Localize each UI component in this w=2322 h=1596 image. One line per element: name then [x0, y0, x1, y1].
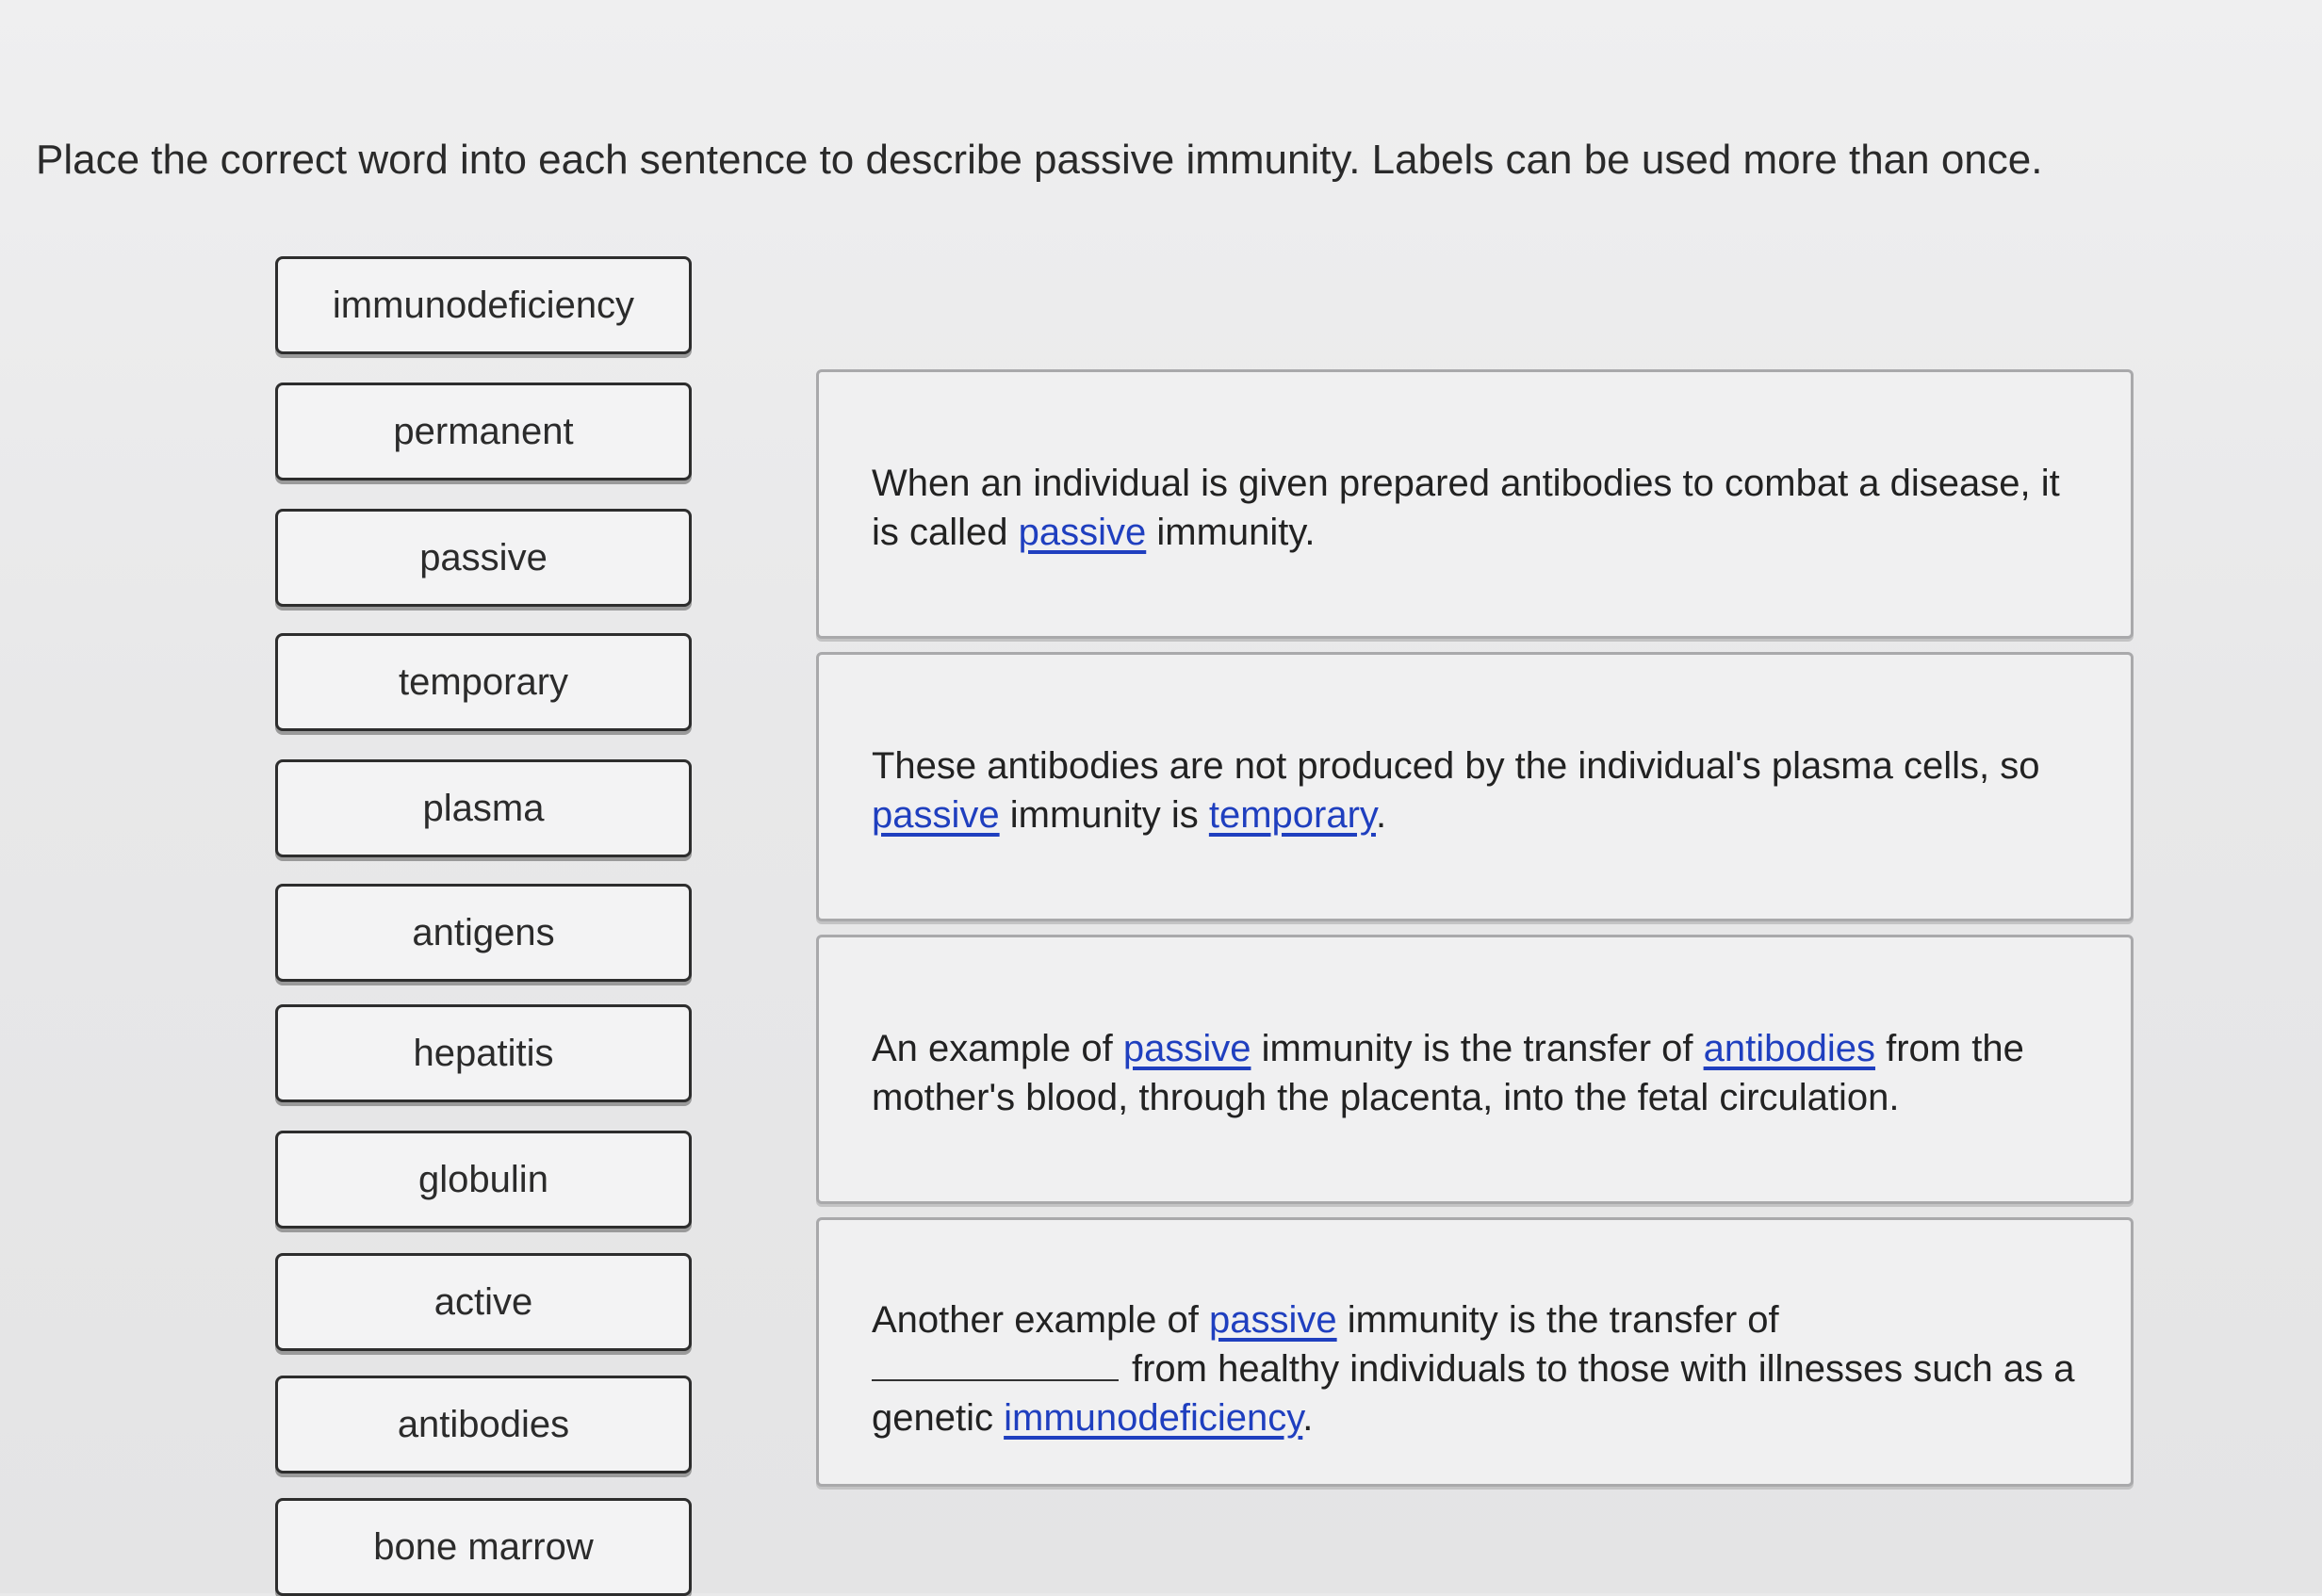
- label-antigens[interactable]: antigens: [275, 884, 692, 982]
- sentence-text-part: from the mother's blood, through the placenta, into the fetal circulation.: [872, 1028, 2024, 1118]
- sentence-text-part: .: [1302, 1397, 1314, 1439]
- sentence-text-part: immunity is: [999, 794, 1209, 836]
- drop-zone-filled[interactable]: passive: [1209, 1299, 1337, 1341]
- sentence-box-4: [816, 1217, 2134, 1487]
- drop-zone-empty[interactable]: [872, 1345, 1119, 1381]
- sentence-text: [872, 459, 2087, 557]
- label-active[interactable]: active: [275, 1253, 692, 1351]
- label-bone-marrow[interactable]: bone marrow: [275, 1498, 692, 1596]
- label-permanent[interactable]: permanent: [275, 383, 692, 480]
- label-antibodies[interactable]: antibodies: [275, 1376, 692, 1474]
- sentence-box-1: [816, 369, 2134, 639]
- label-passive[interactable]: passive: [275, 509, 692, 607]
- label-temporary[interactable]: temporary: [275, 633, 692, 731]
- drop-zone-filled[interactable]: passive: [1122, 1028, 1251, 1069]
- sentence-text-part: immunity.: [1146, 512, 1316, 553]
- sentence-text: [872, 741, 2087, 839]
- sentence-text-part: .: [1375, 794, 1387, 836]
- drop-zone-filled[interactable]: passive: [872, 794, 1000, 836]
- sentence-text-part: When an individual is given prepared antibodies to combat a disease, it is called: [872, 463, 2060, 553]
- sentence-text-part: Another example of: [872, 1299, 1209, 1341]
- drop-zone-filled[interactable]: antibodies: [1703, 1028, 1875, 1069]
- sentence-text-part: An example of: [872, 1028, 1123, 1069]
- sentence-box-2: [816, 652, 2134, 921]
- label-plasma[interactable]: plasma: [275, 759, 692, 857]
- label-immunodeficiency[interactable]: immunodeficiency: [275, 256, 692, 354]
- sentence-text: [872, 1295, 2087, 1442]
- sentence-text-part: immunity is the transfer of: [1251, 1028, 1704, 1069]
- label-hepatitis[interactable]: hepatitis: [275, 1004, 692, 1102]
- drop-zone-filled[interactable]: immunodeficiency: [1004, 1397, 1303, 1439]
- sentence-box-3: [816, 935, 2134, 1204]
- sentence-text: [872, 1024, 2087, 1122]
- sentence-text-part: from healthy individuals to those with illnesses such as a genetic: [872, 1348, 2075, 1439]
- drop-zone-filled[interactable]: passive: [1018, 512, 1147, 553]
- sentence-text-part: immunity is the transfer of: [1336, 1299, 1779, 1341]
- label-globulin[interactable]: globulin: [275, 1131, 692, 1229]
- instruction-text: Place the correct word into each sentence to describe passive immunity. Labels can be used more than once.: [36, 137, 2043, 183]
- drop-zone-filled[interactable]: temporary: [1208, 794, 1376, 836]
- sentence-text-part: These antibodies are not produced by the individual's plasma cells, so: [872, 745, 2040, 787]
